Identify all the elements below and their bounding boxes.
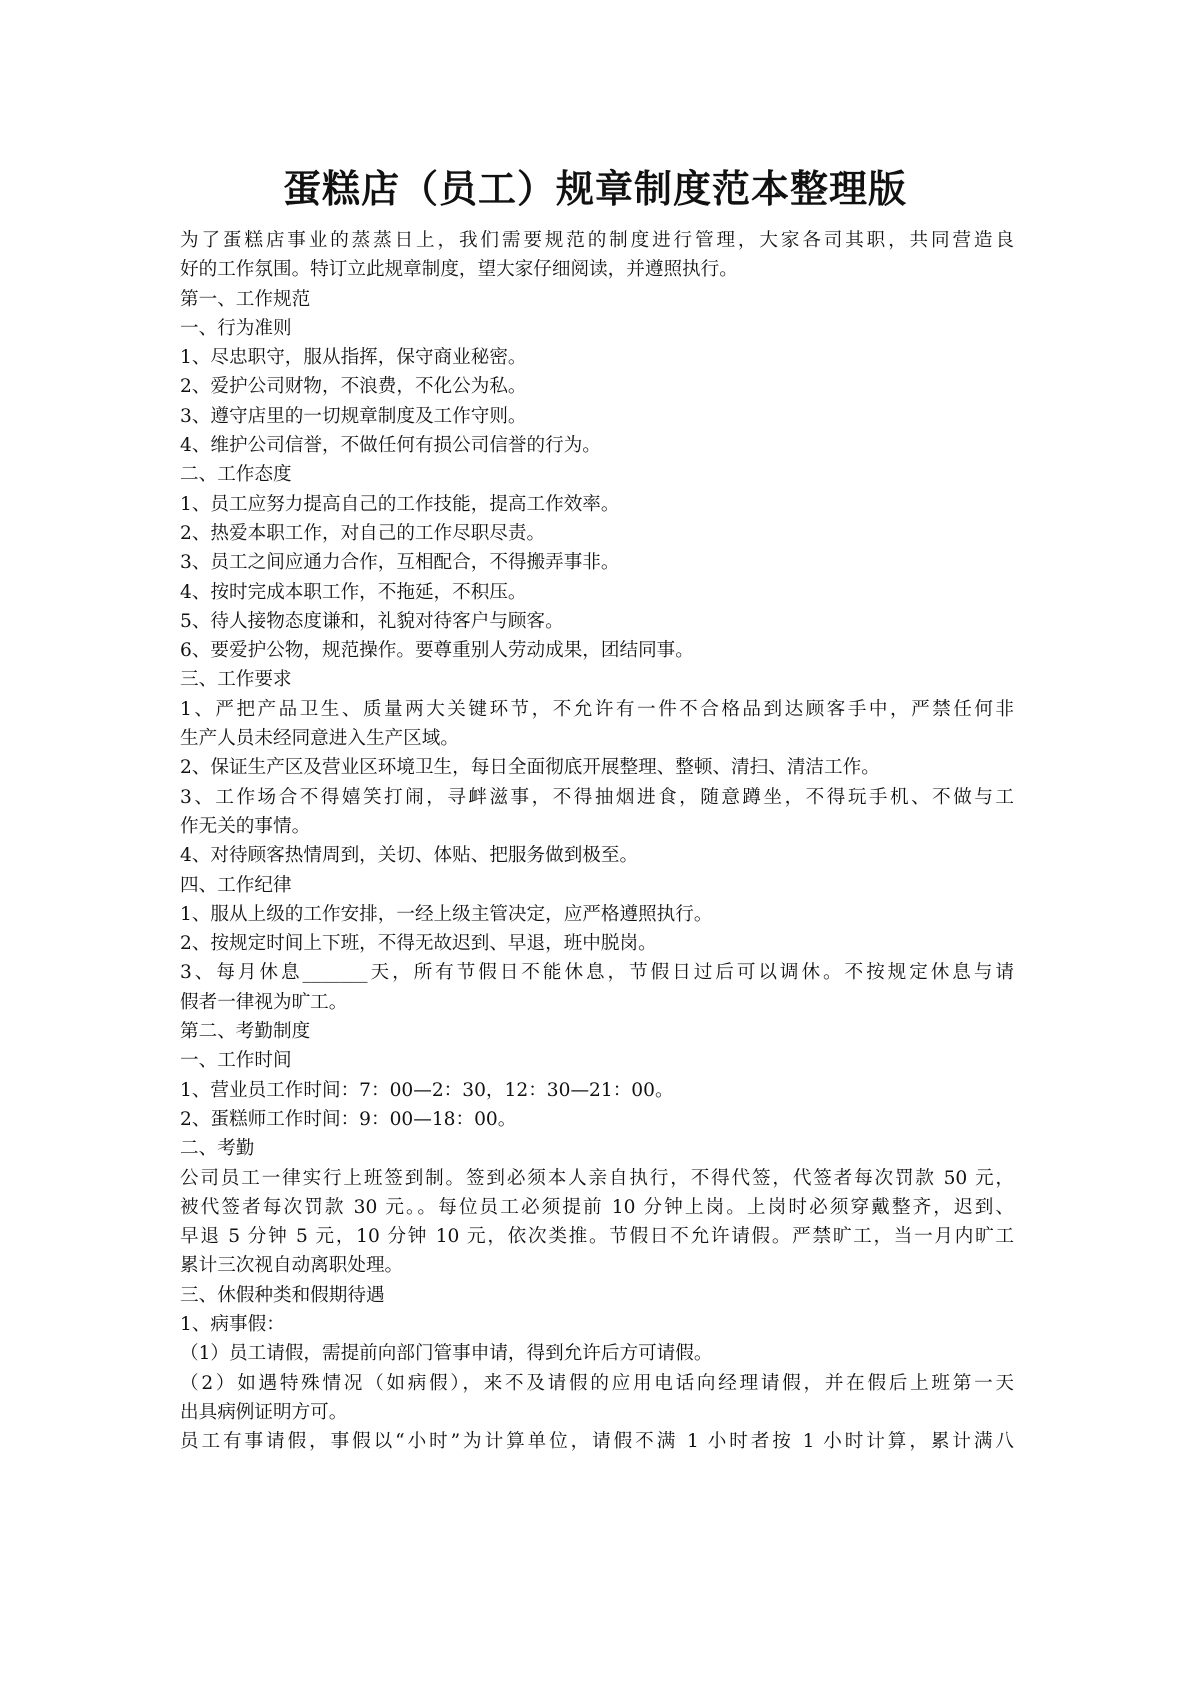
document-line-item: 3、员工之间应通力合作，互相配合，不得搬弄事非。 <box>180 552 620 574</box>
document-line-item: （2）如遇特殊情况（如病假），来不及请假的应用电话向经理请假，并在假后上班第一天 <box>180 1372 1014 1394</box>
document-line-item: 出具病例证明方可。 <box>180 1401 348 1423</box>
document-line-paragraph: 员工有事请假，事假以“小时”为计算单位，请假不满 1 小时者按 1 小时计算，累计满八 <box>180 1431 1014 1453</box>
document-line-paragraph: 被代签者每次罚款 30 元。。每位员工必须提前 10 分钟上岗。上岗时必须穿戴整齐，迟到、 <box>180 1196 1014 1218</box>
document-line-item: 1、员工应努力提高自己的工作技能，提高工作效率。 <box>180 493 620 515</box>
document-line-paragraph: 累计三次视自动离职处理。 <box>180 1255 404 1277</box>
document-line-item: 2、蛋糕师工作时间：9：00—18：00。 <box>180 1108 517 1130</box>
document-line-subsection: 三、工作要求 <box>180 669 292 691</box>
document-line-section: 第一、工作规范 <box>180 288 311 310</box>
document-line-paragraph: 为了蛋糕店事业的蒸蒸日上，我们需要规范的制度进行管理，大家各司其职，共同营造良 <box>180 230 1014 251</box>
document-line-subsection: 四、工作纪律 <box>180 874 292 896</box>
document-line-item: 1、尽忠职守，服从指挥，保守商业秘密。 <box>180 347 527 369</box>
document-line-item: 生产人员未经同意进入生产区域。 <box>180 728 459 750</box>
document-line-item: 1、严把产品卫生、质量两大关键环节，不允许有一件不合格品到达顾客手中，严禁任何非 <box>180 698 1014 720</box>
document-line-paragraph: 早退 5 分钟 5 元，10 分钟 10 元，依次类推。节假日不允许请假。严禁旷工，当一月内旷工 <box>180 1226 1014 1248</box>
document-line-item: 作无关的事情。 <box>180 815 311 837</box>
document-line-item: 4、按时完成本职工作，不拖延，不积压。 <box>180 581 527 603</box>
document-body <box>180 226 1014 1456</box>
document-line-item: 2、按规定时间上下班，不得无故迟到、早退，班中脱岗。 <box>180 933 657 955</box>
document-line-item: 2、保证生产区及营业区环境卫生，每日全面彻底开展整理、整顿、清扫、清洁工作。 <box>180 757 880 779</box>
document-line-item: 1、营业员工作时间：7：00—2：30，12：30—21：00。 <box>180 1079 674 1101</box>
document-line-item: 1、病事假： <box>180 1313 285 1335</box>
document-line-item: 5、待人接物态度谦和，礼貌对待客户与顾客。 <box>180 610 564 632</box>
document-line-subsection: 二、工作态度 <box>180 464 292 486</box>
document-line-item: 1、服从上级的工作安排，一经上级主管决定，应严格遵照执行。 <box>180 903 713 925</box>
document-line-subsection: 一、工作时间 <box>180 1050 292 1072</box>
document-line-item: 3、每月休息_______天，所有节假日不能休息，节假日过后可以调休。不按规定休息与请 <box>180 962 1014 984</box>
document-line-subsection: 三、休假种类和假期待遇 <box>180 1284 385 1306</box>
document-line-paragraph: 好的工作氛围。特订立此规章制度，望大家仔细阅读，并遵照执行。 <box>180 259 738 281</box>
document-title: 蛋糕店（员工）规章制度范本整理版 <box>282 166 907 211</box>
document-line-item: 2、热爱本职工作，对自己的工作尽职尽责。 <box>180 522 546 544</box>
document-line-item: 3、工作场合不得嬉笑打闹，寻衅滋事，不得抽烟进食，随意蹲坐，不得玩手机、不做与工 <box>180 786 1014 808</box>
document-line-section: 第二、考勤制度 <box>180 1021 311 1043</box>
document-line-subsection: 一、行为准则 <box>180 317 292 339</box>
document-line-item: 假者一律视为旷工。 <box>180 991 348 1013</box>
document-line-item: 2、爱护公司财物，不浪费，不化公为私。 <box>180 376 527 398</box>
document-line-subsection: 二、考勤 <box>180 1138 255 1160</box>
document-line-item: 4、对待顾客热情周到，关切、体贴、把服务做到极至。 <box>180 845 639 867</box>
document-line-item: 6、要爱护公物，规范操作。要尊重别人劳动成果，团结同事。 <box>180 640 694 662</box>
document-line-paragraph: 公司员工一律实行上班签到制。签到必须本人亲自执行，不得代签，代签者每次罚款 50 元， <box>180 1167 1014 1189</box>
document-line-item: （1）员工请假，需提前向部门管事申请，得到允许后方可请假。 <box>180 1343 713 1365</box>
document-line-item: 3、遵守店里的一切规章制度及工作守则。 <box>180 405 527 427</box>
document-line-item: 4、维护公司信誉，不做任何有损公司信誉的行为。 <box>180 435 601 457</box>
